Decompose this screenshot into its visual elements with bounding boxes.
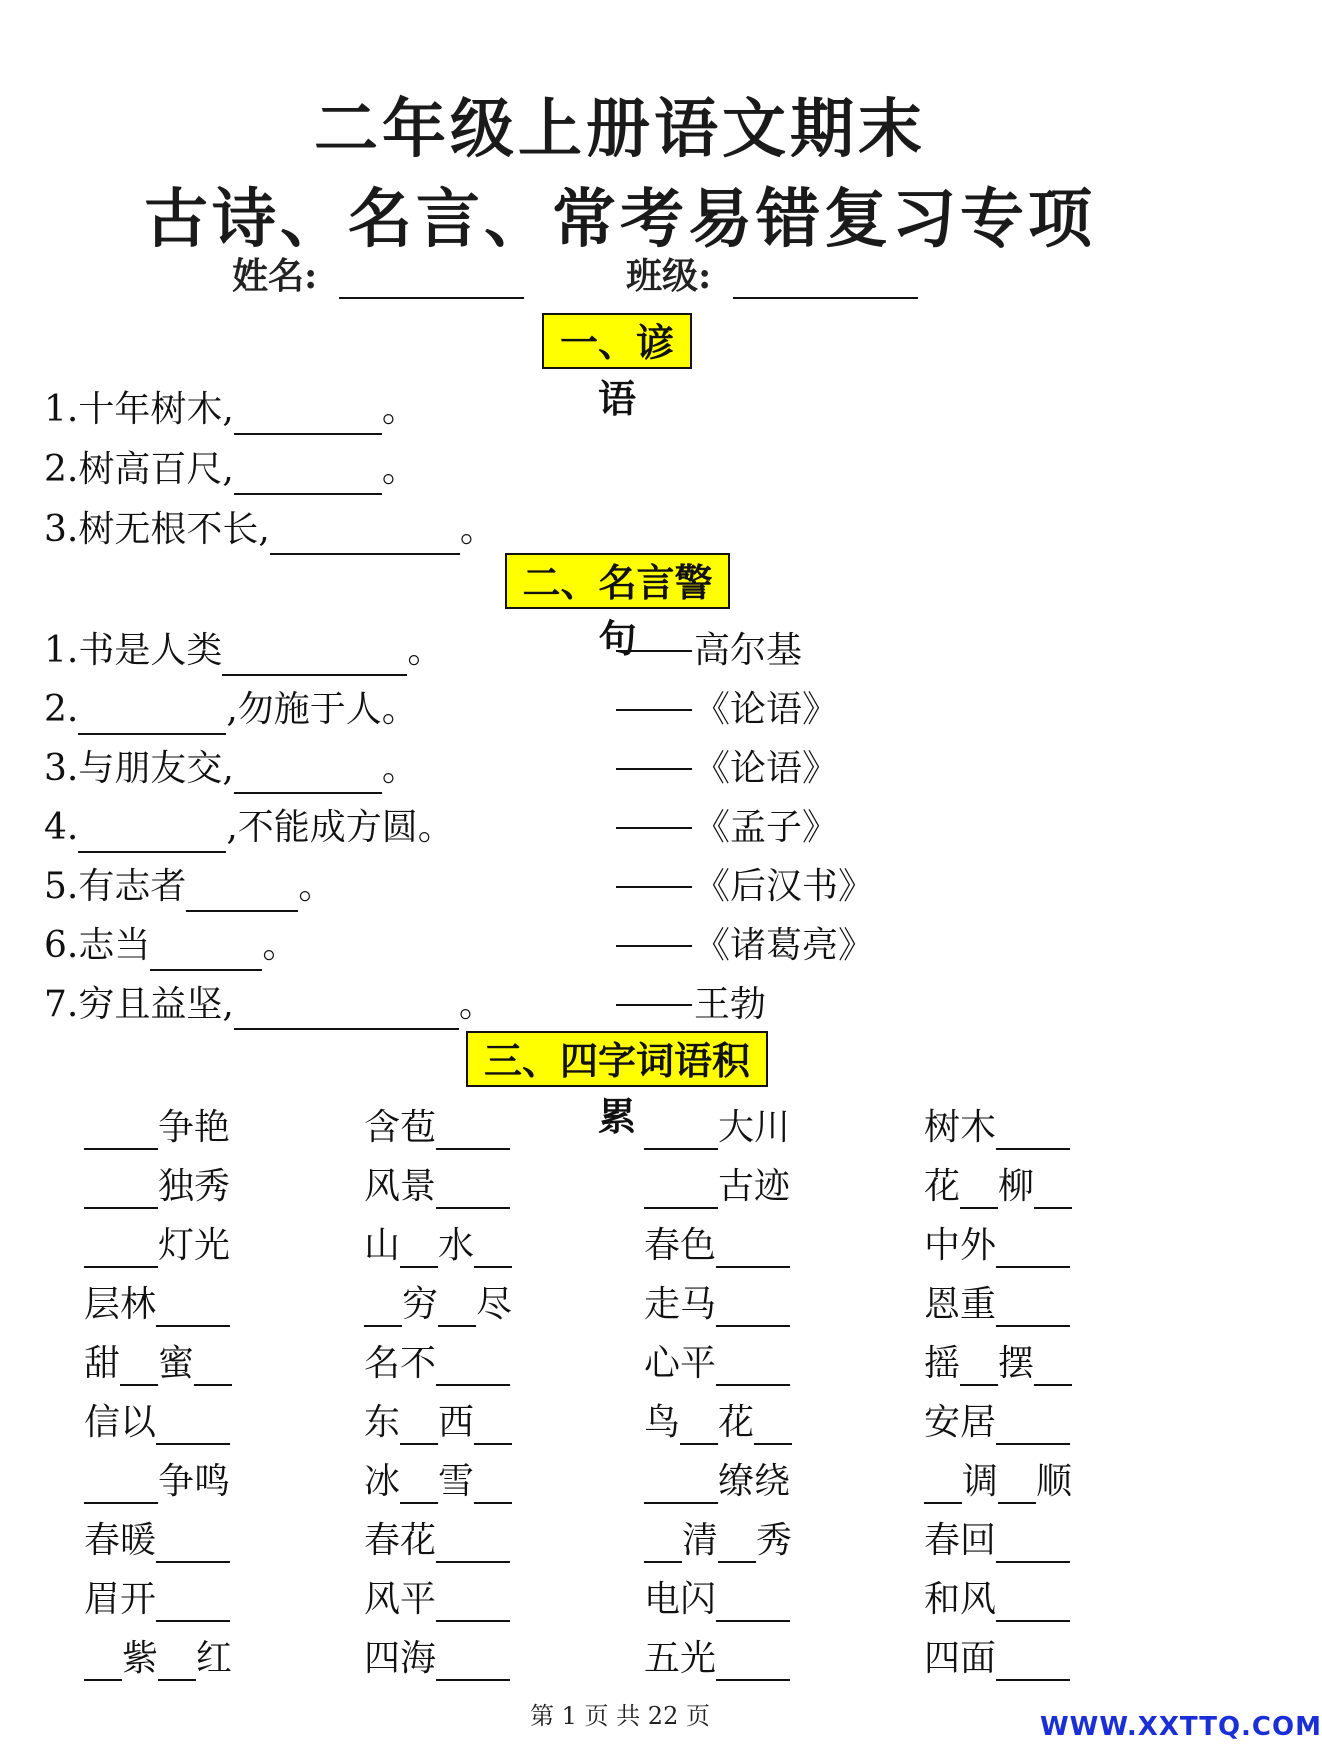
idiom-char: 安	[924, 1402, 961, 1443]
idiom-char: 绕	[754, 1461, 791, 1502]
idiom-char: 树	[924, 1107, 961, 1148]
em-dash	[616, 945, 692, 947]
idiom-char: 摇	[924, 1343, 961, 1384]
idiom-blank[interactable]	[996, 1230, 1070, 1268]
idiom-char: 迹	[754, 1166, 791, 1207]
idiom-char: 层	[84, 1284, 121, 1325]
idiom-char: 苞	[400, 1107, 437, 1148]
idiom-char: 红	[196, 1638, 233, 1679]
proverb-item	[44, 445, 418, 495]
idiom-char: 春	[644, 1225, 681, 1266]
prompt-ending: 。	[381, 748, 418, 789]
idiom-blank[interactable]	[644, 1112, 718, 1150]
idiom-char: 平	[680, 1343, 717, 1384]
prompt-text: 书是人类	[78, 630, 223, 671]
idiom-cell	[644, 1570, 884, 1622]
name-blank[interactable]	[339, 259, 524, 299]
title-line-2: 古诗、名言、常考易错复习专项	[144, 182, 1096, 257]
idiom-char: 尽	[476, 1284, 513, 1325]
idiom-char: 走	[644, 1284, 681, 1325]
idiom-blank[interactable]	[998, 1466, 1036, 1504]
prompt-ending: 。	[458, 984, 495, 1025]
idiom-blank[interactable]	[924, 1466, 962, 1504]
idiom-char: 恩	[924, 1284, 961, 1325]
quote-source	[616, 921, 874, 971]
name-label: 姓名:	[232, 255, 318, 297]
idiom-blank[interactable]	[996, 1584, 1070, 1622]
class-blank[interactable]	[733, 259, 918, 299]
idiom-blank[interactable]	[84, 1230, 158, 1268]
quote-item	[44, 803, 454, 853]
idiom-char: 西	[438, 1402, 475, 1443]
idiom-cell	[84, 1275, 324, 1327]
idiom-char: 含	[364, 1107, 401, 1148]
idiom-cell	[924, 1393, 1164, 1445]
idiom-blank[interactable]	[716, 1230, 790, 1268]
item-number: 3.	[44, 509, 79, 550]
idiom-char: 甜	[84, 1343, 121, 1384]
idiom-blank[interactable]	[996, 1112, 1070, 1150]
idiom-blank[interactable]	[194, 1348, 232, 1386]
idiom-blank[interactable]	[400, 1230, 438, 1268]
idiom-char: 风	[960, 1579, 997, 1620]
source-name: 高尔基	[694, 630, 803, 671]
idiom-char: 四	[364, 1638, 401, 1679]
idiom-blank[interactable]	[960, 1171, 998, 1209]
idiom-blank[interactable]	[120, 1348, 158, 1386]
prompt-text: 与朋友交,	[78, 748, 234, 789]
idiom-char: 光	[680, 1638, 717, 1679]
idiom-cell	[84, 1570, 324, 1622]
item-number: 7.	[44, 984, 79, 1025]
idiom-blank[interactable]	[84, 1171, 158, 1209]
prompt-text: 十年树木,	[78, 389, 234, 430]
idiom-cell	[924, 1098, 1164, 1150]
idiom-blank[interactable]	[436, 1112, 510, 1150]
idiom-char: 风	[364, 1166, 401, 1207]
idiom-char: 秀	[756, 1520, 793, 1561]
idiom-blank[interactable]	[716, 1584, 790, 1622]
idiom-cell	[364, 1629, 604, 1681]
em-dash	[616, 1004, 692, 1006]
idiom-cell	[364, 1393, 604, 1445]
idiom-blank[interactable]	[156, 1407, 230, 1445]
idiom-char: 信	[84, 1402, 121, 1443]
source-name: 《论语》	[694, 748, 839, 789]
answer-blank[interactable]	[234, 754, 382, 794]
idiom-blank[interactable]	[84, 1643, 122, 1681]
idiom-char: 回	[960, 1520, 997, 1561]
prompt-text: 树无根不长,	[78, 509, 270, 550]
idiom-char: 和	[924, 1579, 961, 1620]
idiom-blank[interactable]	[436, 1348, 510, 1386]
idiom-char: 古	[718, 1166, 755, 1207]
quote-item	[44, 744, 418, 794]
idiom-char: 摆	[998, 1343, 1035, 1384]
idiom-blank[interactable]	[84, 1112, 158, 1150]
item-number: 4.	[44, 807, 79, 848]
idiom-blank[interactable]	[718, 1525, 756, 1563]
idiom-cell	[84, 1511, 324, 1563]
quote-source	[616, 803, 838, 853]
idiom-char: 闪	[680, 1579, 717, 1620]
quote-item	[44, 685, 418, 735]
prompt-ending: 。	[262, 925, 299, 966]
prompt-text: 志当	[78, 925, 151, 966]
idiom-cell	[924, 1570, 1164, 1622]
idiom-char: 电	[644, 1579, 681, 1620]
idiom-char: 大	[718, 1107, 755, 1148]
idiom-char: 春	[364, 1520, 401, 1561]
idiom-blank[interactable]	[436, 1171, 510, 1209]
idiom-char: 眉	[84, 1579, 121, 1620]
idiom-char: 花	[400, 1520, 437, 1561]
idiom-blank[interactable]	[400, 1407, 438, 1445]
idiom-blank[interactable]	[644, 1171, 718, 1209]
idiom-char: 花	[718, 1402, 755, 1443]
title-line-1: 二年级上册语文期末	[314, 92, 926, 167]
prompt-ending: 。	[298, 866, 335, 907]
idiom-blank[interactable]	[474, 1230, 512, 1268]
idiom-blank[interactable]	[364, 1289, 402, 1327]
source-name: 王勃	[694, 984, 767, 1025]
page-footer: 第 1 页 共 22 页	[530, 1702, 710, 1730]
idiom-char: 心	[644, 1343, 681, 1384]
class-label: 班级:	[626, 255, 712, 297]
idiom-char: 名	[364, 1343, 401, 1384]
idiom-cell	[924, 1511, 1164, 1563]
idiom-blank[interactable]	[680, 1407, 718, 1445]
em-dash	[616, 709, 692, 711]
item-number: 1.	[44, 630, 79, 671]
idiom-blank[interactable]	[474, 1407, 512, 1445]
idiom-char: 顺	[1036, 1461, 1073, 1502]
item-number: 6.	[44, 925, 79, 966]
idiom-cell	[364, 1452, 604, 1504]
answer-blank[interactable]	[270, 515, 460, 555]
quote-source	[616, 626, 802, 676]
idiom-char: 清	[682, 1520, 719, 1561]
prompt-ending: 。	[381, 389, 418, 430]
idiom-blank[interactable]	[158, 1643, 196, 1681]
name-field	[232, 248, 524, 299]
idiom-char: 争	[158, 1107, 195, 1148]
idiom-char: 平	[400, 1579, 437, 1620]
idiom-blank[interactable]	[84, 1466, 158, 1504]
idiom-blank[interactable]	[436, 1643, 510, 1681]
answer-blank[interactable]	[150, 931, 262, 971]
idiom-cell	[644, 1511, 884, 1563]
idiom-char: 鸟	[644, 1402, 681, 1443]
idiom-char: 风	[364, 1579, 401, 1620]
idiom-blank[interactable]	[716, 1289, 790, 1327]
idiom-char: 雪	[438, 1461, 475, 1502]
idiom-cell	[924, 1157, 1164, 1209]
idiom-char: 四	[924, 1638, 961, 1679]
idiom-cell	[644, 1452, 884, 1504]
idiom-cell	[364, 1511, 604, 1563]
idiom-char: 灯	[158, 1225, 195, 1266]
quote-item	[44, 626, 443, 676]
idiom-cell	[644, 1393, 884, 1445]
idiom-blank[interactable]	[156, 1584, 230, 1622]
idiom-char: 重	[960, 1284, 997, 1325]
em-dash	[616, 886, 692, 888]
idiom-cell	[644, 1629, 884, 1681]
idiom-blank[interactable]	[474, 1466, 512, 1504]
quote-item	[44, 980, 495, 1030]
idiom-char: 春	[84, 1520, 121, 1561]
idiom-cell	[364, 1098, 604, 1150]
idiom-blank[interactable]	[156, 1289, 230, 1327]
idiom-char: 水	[438, 1225, 475, 1266]
em-dash	[616, 827, 692, 829]
class-field	[626, 248, 918, 299]
answer-blank[interactable]	[186, 872, 298, 912]
idiom-blank[interactable]	[716, 1348, 790, 1386]
idiom-blank[interactable]	[436, 1584, 510, 1622]
idiom-char: 鸣	[194, 1461, 231, 1502]
idiom-cell	[364, 1157, 604, 1209]
item-number: 5.	[44, 866, 79, 907]
idiom-blank[interactable]	[1034, 1348, 1072, 1386]
answer-blank[interactable]	[234, 455, 382, 495]
idiom-char: 秀	[194, 1166, 231, 1207]
student-info-row	[0, 248, 1240, 298]
idiom-char: 冰	[364, 1461, 401, 1502]
section-heading-quotes: 二、名言警句	[505, 553, 730, 609]
idiom-cell	[84, 1334, 324, 1386]
idiom-blank[interactable]	[960, 1348, 998, 1386]
idiom-blank[interactable]	[754, 1407, 792, 1445]
idiom-char: 蜜	[158, 1343, 195, 1384]
idiom-blank[interactable]	[438, 1289, 476, 1327]
idiom-char: 马	[680, 1284, 717, 1325]
source-name: 《诸葛亮》	[694, 925, 875, 966]
idiom-char: 不	[400, 1343, 437, 1384]
idiom-char: 外	[960, 1225, 997, 1266]
quote-item	[44, 921, 298, 971]
idiom-char: 开	[120, 1579, 157, 1620]
idiom-char: 居	[960, 1402, 997, 1443]
prompt-ending: ,勿施于人。	[226, 689, 418, 730]
idiom-char: 五	[644, 1638, 681, 1679]
em-dash	[616, 650, 692, 652]
idiom-cell	[644, 1157, 884, 1209]
idiom-char: 面	[960, 1638, 997, 1679]
em-dash	[616, 768, 692, 770]
idiom-cell	[84, 1216, 324, 1268]
prompt-ending: 。	[381, 449, 418, 490]
idiom-char: 调	[962, 1461, 999, 1502]
idiom-cell	[644, 1098, 884, 1150]
section-heading-proverbs: 一、谚语	[542, 313, 692, 369]
idiom-char: 穷	[402, 1284, 439, 1325]
quote-source	[616, 980, 766, 1030]
idiom-blank[interactable]	[716, 1643, 790, 1681]
idiom-cell	[364, 1334, 604, 1386]
answer-blank[interactable]	[78, 695, 226, 735]
prompt-text: 穷且益坚,	[78, 984, 234, 1025]
idiom-cell	[84, 1098, 324, 1150]
idiom-char: 景	[400, 1166, 437, 1207]
idiom-char: 花	[924, 1166, 961, 1207]
idiom-char: 春	[924, 1520, 961, 1561]
idiom-cell	[364, 1275, 604, 1327]
idiom-blank[interactable]	[996, 1289, 1070, 1327]
idiom-cell	[644, 1216, 884, 1268]
prompt-text: 有志者	[78, 866, 187, 907]
idiom-cell	[644, 1275, 884, 1327]
idiom-cell	[84, 1157, 324, 1209]
idiom-char: 中	[924, 1225, 961, 1266]
idiom-blank[interactable]	[400, 1466, 438, 1504]
prompt-ending: ,不能成方圆。	[226, 807, 454, 848]
prompt-ending: 。	[407, 630, 444, 671]
idiom-cell	[924, 1452, 1164, 1504]
idiom-char: 暖	[120, 1520, 157, 1561]
site-watermark: WWW.XXTTQ.COM	[1040, 1712, 1322, 1742]
idiom-blank[interactable]	[644, 1525, 682, 1563]
idiom-cell	[644, 1334, 884, 1386]
item-number: 3.	[44, 748, 79, 789]
answer-blank[interactable]	[78, 813, 226, 853]
idiom-blank[interactable]	[996, 1643, 1070, 1681]
idiom-cell	[924, 1275, 1164, 1327]
idiom-blank[interactable]	[436, 1525, 510, 1563]
idiom-cell	[84, 1393, 324, 1445]
idiom-char: 色	[680, 1225, 717, 1266]
idiom-char: 争	[158, 1461, 195, 1502]
prompt-ending: 。	[459, 509, 496, 550]
answer-blank[interactable]	[222, 636, 407, 676]
source-name: 《孟子》	[694, 807, 839, 848]
idiom-char: 山	[364, 1225, 401, 1266]
quote-source	[616, 862, 874, 912]
idiom-char: 独	[158, 1166, 195, 1207]
idiom-blank[interactable]	[996, 1407, 1070, 1445]
idiom-char: 光	[194, 1225, 231, 1266]
item-number: 2.	[44, 449, 79, 490]
section-heading-idioms: 三、四字词语积累	[466, 1031, 768, 1087]
idiom-char: 紫	[122, 1638, 159, 1679]
idiom-char: 艳	[194, 1107, 231, 1148]
quote-source	[616, 685, 838, 735]
idiom-cell	[364, 1570, 604, 1622]
idiom-cell	[924, 1629, 1164, 1681]
idiom-cell	[924, 1216, 1164, 1268]
idiom-char: 川	[754, 1107, 791, 1148]
proverb-item	[44, 505, 496, 555]
idiom-char: 以	[120, 1402, 157, 1443]
quote-item	[44, 862, 334, 912]
answer-blank[interactable]	[234, 990, 459, 1030]
idiom-cell	[924, 1334, 1164, 1386]
prompt-text: 树高百尺,	[78, 449, 234, 490]
idiom-cell	[84, 1452, 324, 1504]
idiom-cell	[364, 1216, 604, 1268]
idiom-char: 林	[120, 1284, 157, 1325]
idiom-char: 东	[364, 1402, 401, 1443]
idiom-blank[interactable]	[156, 1525, 230, 1563]
item-number: 1.	[44, 389, 79, 430]
idiom-cell	[84, 1629, 324, 1681]
idiom-blank[interactable]	[1034, 1171, 1072, 1209]
item-number: 2.	[44, 689, 79, 730]
source-name: 《论语》	[694, 689, 839, 730]
source-name: 《后汉书》	[694, 866, 875, 907]
proverb-item	[44, 385, 418, 435]
quote-source	[616, 744, 838, 794]
idiom-char: 缭	[718, 1461, 755, 1502]
idiom-blank[interactable]	[996, 1525, 1070, 1563]
idiom-char: 木	[960, 1107, 997, 1148]
idiom-char: 海	[400, 1638, 437, 1679]
idiom-blank[interactable]	[644, 1466, 718, 1504]
answer-blank[interactable]	[234, 395, 382, 435]
idiom-char: 柳	[998, 1166, 1035, 1207]
